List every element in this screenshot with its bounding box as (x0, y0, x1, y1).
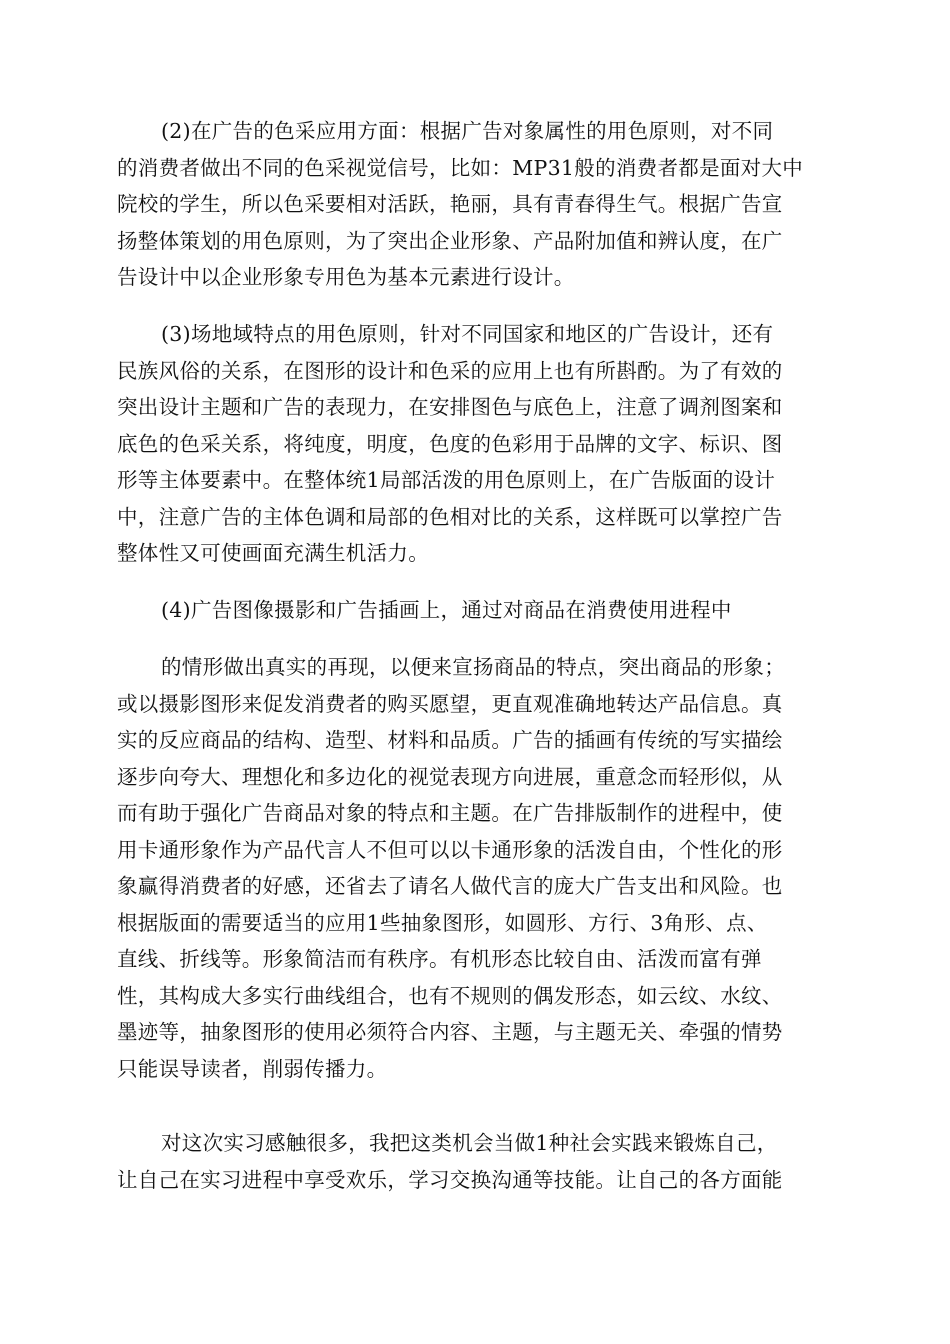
text-line: 只能误导读者，削弱传播力。 (117, 1056, 388, 1081)
text-line: 形等主体要素中。在整体统1局部活泼的用色原则上，在广告版面的设计 (117, 468, 776, 492)
text-line: 民族风俗的关系，在图形的设计和色采的应用上也有所斟酌。为了有效的 (117, 358, 783, 383)
text-line: 中，注意广告的主体色调和局部的色相对比的关系，这样既可以掌控广告 (117, 504, 783, 529)
text-line: 的消费者做出不同的色采视觉信号，比如：MP31般的消费者都是面对大中 (117, 155, 804, 180)
text-line: 用卡通形象作为产品代言人不但可以以卡通形象的活泼自由，个性化的形 (117, 837, 783, 862)
text-line: 根据版面的需要适当的应用1些抽象图形，如圆形、方行、3角形、点、 (117, 910, 768, 935)
paragraph-internship-reflection (117, 1125, 837, 1198)
paragraph-regional-color (117, 316, 837, 572)
text-line: (2)在广告的色采应用方面：根据广告对象属性的用色原则，对不同 (161, 119, 774, 143)
text-line: 逐步向夸大、理想化和多边化的视觉表现方向进展，重意念而轻形似，从 (117, 764, 783, 789)
text-line: 或以摄影图形来促发消费者的购买愿望，更直观准确地转达产品信息。真 (117, 691, 783, 716)
text-line: 象赢得消费者的好感，还省去了请名人做代言的庞大广告支出和风险。也 (117, 874, 783, 898)
text-line: 直线、折线等。形象简洁而有秩序。有机形态比较自由、活泼而富有弹 (117, 947, 762, 971)
text-line: (3)场地域特点的用色原则，针对不同国家和地区的广告设计，还有 (161, 322, 774, 346)
text-line: 让自己在实习进程中享受欢乐，学习交换沟通等技能。让自己的各方面能 (117, 1167, 783, 1192)
paragraph-photography-heading (117, 592, 837, 629)
text-line: 墨迹等，抽象图形的使用必须符合内容、主题，与主题无关、牵强的情势 (117, 1020, 783, 1044)
text-line: (4)广告图像摄影和广告插画上，通过对商品在消费使用进程中 (161, 598, 732, 622)
text-line: 而有助于强化广告商品对象的特点和主题。在广告排版制作的进程中，使 (117, 801, 783, 825)
text-line: 实的反应商品的结构、造型、材料和品质。广告的插画有传统的写实描绘 (117, 728, 783, 752)
text-line: 性，其构成大多实行曲线组合，也有不规则的偶发形态，如云纹、水纹、 (117, 983, 783, 1008)
text-line: 扬整体策划的用色原则，为了突出企业形象、产品附加值和辨认度，在广 (117, 228, 783, 253)
text-line: 的情形做出真实的再现，以便来宣扬商品的特点，突出商品的形象； (161, 655, 785, 679)
paragraph-color-application (117, 113, 837, 296)
text-line: 底色的色采关系，将纯度，明度，色度的色彩用于品牌的文字、标识、图 (117, 431, 783, 456)
text-line: 对这次实习感触很多，我把这类机会当做1种社会实践来锻炼自己， (161, 1131, 778, 1155)
text-line: 整体性又可使画面充满生机活力。 (117, 541, 429, 565)
text-line: 告设计中以企业形象专用色为基本元素进行设计。 (117, 265, 575, 289)
text-line: 突出设计主题和广告的表现力，在安排图色与底色上，注意了调剂图案和 (117, 395, 783, 419)
text-line: 院校的学生，所以色采要相对活跃，艳丽，具有青春得生气。根据广告宣 (117, 192, 783, 216)
paragraph-photography-body (117, 649, 837, 1087)
